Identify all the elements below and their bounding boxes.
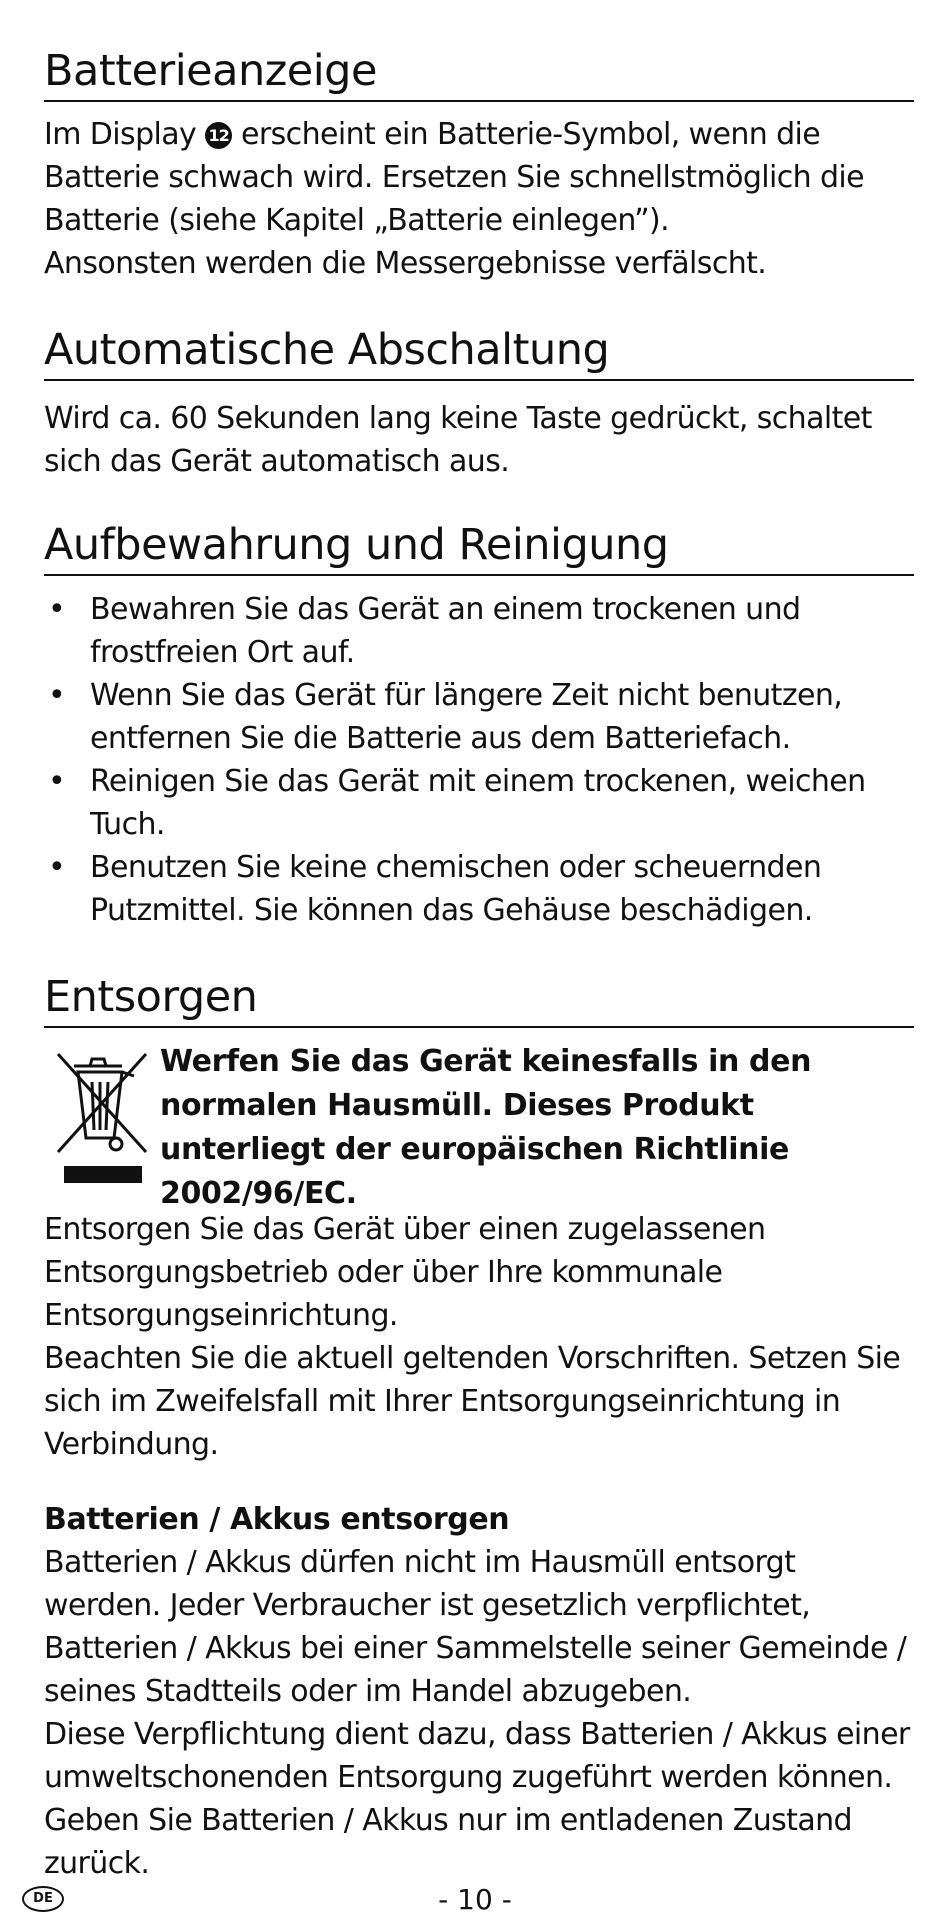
storage-cleaning-list [44, 588, 914, 932]
batteries-text [44, 1541, 914, 1885]
language-badge: DE [22, 1886, 64, 1912]
disposal-para-1: Entsorgen Sie das Gerät über einen zugelassenen Entsorgungsbetrieb oder über Ihre kommunale Entsorgungseinrichtung. [44, 1212, 766, 1333]
disposal-heading: Entsorgen [44, 972, 914, 1028]
bullet: • [48, 678, 66, 713]
disposal-warning: Werfen Sie das Gerät keinesfalls in den normalen Hausmüll. Dieses Produkt unterliegt der europäischen Richtlinie 2002/96/EC. [160, 1044, 812, 1211]
bullet: • [48, 764, 66, 799]
page-number: - 10 - [438, 1883, 512, 1916]
battery-text-after-ref: erscheint ein Batterie-Symbol, wenn die Batterie schwach wird. Ersetzen Sie schnellstmöglich die Batterie (siehe Kapitel „Batterie einlegen”). [44, 117, 865, 238]
auto-off-text: Wird ca. 60 Sekunden lang keine Taste gedrückt, schaltet sich das Gerät automatisch aus. [44, 401, 872, 479]
battery-text-line2: Ansonsten werden die Messergebnisse verfälscht. [44, 246, 767, 281]
battery-indicator-text [44, 113, 914, 285]
list-item: • Reinigen Sie das Gerät mit einem trockenen, weichen Tuch. [44, 760, 914, 846]
battery-text-before-ref: Im Display [44, 117, 206, 152]
list-item: • Bewahren Sie das Gerät an einem trockenen und frostfreien Ort auf. [44, 588, 914, 674]
weee-crossed-bin-icon [52, 1048, 152, 1188]
bullet: • [48, 592, 66, 627]
auto-off-heading: Automatische Abschaltung [44, 325, 914, 381]
list-item: • Benutzen Sie keine chemischen oder scheuernden Putzmittel. Sie können das Gehäuse beschädigen. [44, 846, 914, 932]
batteries-subheading: Batterien / Akkus entsorgen [44, 1502, 510, 1537]
disposal-text [44, 1208, 914, 1466]
storage-cleaning-heading: Aufbewahrung und Reinigung [44, 520, 914, 576]
batteries-para-2: Diese Verpflichtung dient dazu, dass Batterien / Akkus einer umweltschonenden Entsorgung zugeführt werden können. Geben Sie Batterien / Akkus nur im entladenen Zustand zurück. [44, 1717, 910, 1881]
display-reference-number: 12 [205, 122, 232, 149]
bullet: • [48, 850, 66, 885]
batteries-para-1: Batterien / Akkus dürfen nicht im Hausmüll entsorgt werden. Jeder Verbraucher ist gesetzlich verpflichtet, Batterien / Akkus bei einer Sammelstelle seiner Gemeinde / seines Stadtteils oder im Handel abzugeben. [44, 1545, 907, 1709]
disposal-para-2: Beachten Sie die aktuell geltenden Vorschriften. Setzen Sie sich im Zweifelsfall mit Ihrer Entsorgungseinrichtung in Verbindung. [44, 1341, 901, 1462]
list-item: • Wenn Sie das Gerät für längere Zeit nicht benutzen, entfernen Sie die Batterie aus dem Batteriefach. [44, 674, 914, 760]
battery-indicator-heading: Batterieanzeige [44, 46, 914, 102]
